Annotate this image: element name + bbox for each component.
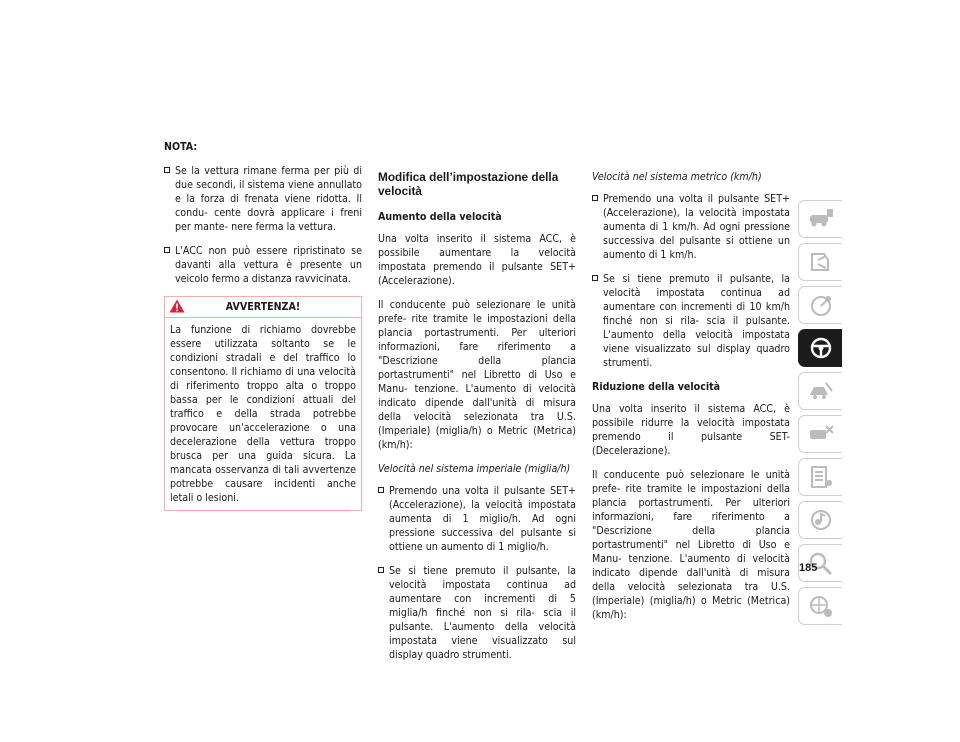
tab-emergency[interactable] bbox=[798, 372, 842, 410]
car-info-icon bbox=[806, 205, 836, 233]
safety-airbag-icon bbox=[806, 248, 836, 276]
tab-languages[interactable] bbox=[798, 587, 842, 625]
steering-wheel-icon bbox=[806, 334, 836, 362]
tab-car-info[interactable] bbox=[798, 200, 842, 238]
square-bullet-icon bbox=[378, 487, 384, 493]
subheading-increase: Aumento della velocità bbox=[378, 211, 502, 223]
dashboard-gauge-icon bbox=[806, 291, 836, 319]
paragraph: Il conducente può selezionare le unità prefe- rite tramite le impostazioni della plancia portastrumenti. Per ulteriori informazioni, fare riferimento a "Descrizione della plancia portastrumenti" nel Libretto di Uso e Manu- tenzione. L'aumento di velocità indicato dipende dall'unità di misura della velocità selezionata tra U.S. (Imperiale) (miglia/h) o Metric (Metrica) (km/h): bbox=[378, 299, 576, 451]
tab-service[interactable] bbox=[798, 415, 842, 453]
section-title: Modifica dell’impostazione della velocità bbox=[378, 170, 559, 198]
right-column bbox=[592, 140, 790, 632]
tab-driving[interactable] bbox=[798, 329, 842, 367]
specifications-list-icon bbox=[806, 463, 836, 491]
warning-box bbox=[164, 296, 362, 511]
left-column bbox=[164, 140, 362, 511]
imperial-heading: Velocità nel sistema imperiale (miglia/h) bbox=[378, 463, 571, 475]
middle-column bbox=[378, 140, 576, 672]
tab-multimedia[interactable] bbox=[798, 501, 842, 539]
warning-triangle-icon bbox=[169, 299, 185, 313]
square-bullet-icon bbox=[378, 567, 384, 573]
square-bullet-icon bbox=[592, 275, 598, 281]
note-label: NOTA: bbox=[164, 141, 198, 153]
list-item: Se la vettura rimane ferma per più di due secondi, il sistema viene annullato e la forza di frenata viene ridotta. Il condu- cente dovrà applicare i freni per mante- nere ferma la vettura. bbox=[164, 164, 362, 234]
multimedia-icon bbox=[806, 506, 836, 534]
square-bullet-icon bbox=[592, 195, 598, 201]
warning-title: AVVERTENZA! bbox=[225, 301, 301, 313]
square-bullet-icon bbox=[164, 167, 170, 173]
tab-dashboard[interactable] bbox=[798, 286, 842, 324]
tab-specifications[interactable] bbox=[798, 458, 842, 496]
subheading-decrease: Riduzione della velocità bbox=[592, 381, 721, 393]
page-number: 185 bbox=[799, 562, 818, 574]
warning-header bbox=[165, 297, 361, 318]
list-item: Se si tiene premuto il pulsante, la velocità impostata continua ad aumentare con incrementi di 10 km/h finché non si rila- scia il pulsante. L'aumento della velocità impostata viene visualizzato sul display quadro strumenti. bbox=[592, 272, 790, 370]
tab-safety[interactable] bbox=[798, 243, 842, 281]
list-item: Se si tiene premuto il pulsante, la velocità impostata continua ad aumentare con incrementi di 5 miglia/h finché non si rila- scia il pulsante. L'aumento della velocità impostata viene visualizzato sul display quadro strumenti. bbox=[378, 564, 576, 662]
list-item: Premendo una volta il pulsante SET+ (Accelerazione), la velocità impostata aumenta di 1 km/h. Ad ogni pressione successiva del pulsante si ottiene un aumento di 1 km/h. bbox=[592, 192, 790, 262]
emergency-car-icon bbox=[806, 377, 836, 405]
list-item: Premendo una volta il pulsante SET+ (Accelerazione), la velocità impostata aumenta di 1 miglio/h. Ad ogni pressione successiva del pulsante si ottiene un aumento di 1 miglio/h. bbox=[378, 484, 576, 554]
metric-heading: Velocità nel sistema metrico (km/h) bbox=[592, 171, 762, 183]
service-tools-icon bbox=[806, 420, 836, 448]
paragraph: Il conducente può selezionare le unità prefe- rite tramite le impostazioni della plancia portastrumenti. Per ulteriori informazioni, fare riferimento a "Descrizione della plancia portastrumenti" nel Libretto di Uso e Manu- tenzione. L'aumento di velocità indicato dipende dall'unità di misura della velocità selezionata tra U.S. (Imperiale) (miglia/h) o Metric (Metrica) (km/h): bbox=[592, 469, 790, 621]
paragraph: Una volta inserito il sistema ACC, è possibile aumentare la velocità impostata premendo il pulsante SET+ (Accelerazione). bbox=[378, 233, 576, 287]
square-bullet-icon bbox=[164, 247, 170, 253]
paragraph: Una volta inserito il sistema ACC, è possibile ridurre la velocità impostata premendo il pulsante SET- (Decelerazione). bbox=[592, 403, 790, 457]
languages-icon bbox=[806, 592, 836, 620]
warning-text: La funzione di richiamo dovrebbe essere utilizzata soltanto se le condizioni stradali e del traffico lo consentono. Il richiamo di una velocità di riferimento troppo alta o troppo bassa per le condizioni attuali del traffico e della strada potrebbe provocare un'accelerazione o una decelerazione della vettura troppo brusca per una guida sicura. La mancata osservanza di tali avvertenze potrebbe causare incidenti anche letali o lesioni. bbox=[170, 324, 356, 504]
list-item: L'ACC non può essere ripristinato se davanti alla vettura è presente un veicolo fermo a distanza ravvicinata. bbox=[164, 244, 362, 286]
